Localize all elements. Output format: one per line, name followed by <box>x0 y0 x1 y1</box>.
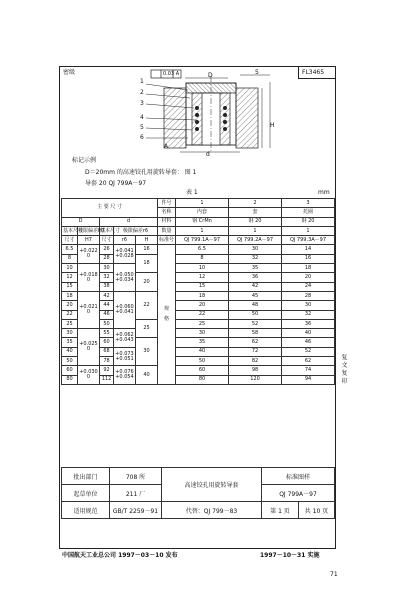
cell-D: 6.5 <box>62 245 78 254</box>
size-header-d: 尺寸 <box>100 236 114 245</box>
cell-d: 30 <box>100 264 114 273</box>
table-row <box>62 264 335 273</box>
part-6: 6 <box>140 134 144 141</box>
table-row <box>62 357 335 366</box>
document-code: FL3465 <box>302 69 325 76</box>
cell-c2: 45 <box>229 291 282 300</box>
cell-d: 32 <box>100 273 114 282</box>
col2-qty: 1 <box>229 226 282 235</box>
cell-d: 78 <box>100 357 114 366</box>
col2-std: QJ 799.2A－97 <box>229 236 282 245</box>
cell-c3: 52 <box>282 347 335 356</box>
cell-D: 80 <box>62 375 78 384</box>
drafting-value: 211 厂 <box>110 485 162 502</box>
main-dims-header: 主 要 尺 寸 <box>62 199 158 218</box>
col3-qty: 1 <box>282 226 335 235</box>
cell-d: 42 <box>100 291 114 300</box>
cell-D: 8 <box>62 254 78 263</box>
cell-D: 15 <box>62 282 78 291</box>
page-value: 第 1 页 <box>262 502 299 519</box>
marking-line2: 导套 20 QJ 799A－97 <box>85 180 147 187</box>
side-note: 复 文 复 印 <box>340 354 347 384</box>
cell-c2: 62 <box>229 338 282 347</box>
cell-d: 50 <box>100 319 114 328</box>
cell-dev-r6: +0.041 +0.028 <box>114 245 136 264</box>
footer-right: 1997－10－31 实施 <box>260 552 320 559</box>
cell-c3: 94 <box>282 375 335 384</box>
table-row <box>62 273 335 282</box>
cell-c1: 6.5 <box>176 245 229 254</box>
cell-c2: 82 <box>229 357 282 366</box>
col2-no: 2 <box>229 199 282 208</box>
cell-c3: 62 <box>282 357 335 366</box>
col1-qty: 1 <box>176 226 229 235</box>
cell-c2: 98 <box>229 366 282 375</box>
cell-D: 10 <box>62 264 78 273</box>
D-header: D <box>62 217 100 226</box>
cell-c3: 14 <box>282 245 335 254</box>
table-row <box>62 301 335 310</box>
cell-D: 35 <box>62 338 78 347</box>
cell-dev-r6: +0.073 +0.051 <box>114 347 136 366</box>
col1-std: QJ 799.1A－97 <box>176 236 229 245</box>
cell-dev-h7: +0.022 0 <box>78 245 100 264</box>
cell-c2: 30 <box>229 245 282 254</box>
cell-c1: 22 <box>176 310 229 319</box>
cell-D: 50 <box>62 357 78 366</box>
cell-dev-h7: +0.030 0 <box>78 366 100 385</box>
cell-c2: 50 <box>229 310 282 319</box>
cell-D: 20 <box>62 301 78 310</box>
cell-c3: 36 <box>282 319 335 328</box>
scope-value: GB/T 2259－91 <box>110 502 162 519</box>
cell-c1: 8 <box>176 254 229 263</box>
part-5: 5 <box>140 124 144 131</box>
cell-c3: 30 <box>282 301 335 310</box>
spec-table <box>61 198 335 385</box>
cell-H: 22 <box>136 291 158 319</box>
cell-c2: 42 <box>229 282 282 291</box>
dim-D: D <box>208 72 213 79</box>
cell-c3: 28 <box>282 291 335 300</box>
cell-c1: 35 <box>176 338 229 347</box>
cell-c2: 52 <box>229 319 282 328</box>
cell-c3: 20 <box>282 273 335 282</box>
col2-name: 套 <box>229 208 282 217</box>
dev-r6-header: 极限偏差r6 <box>114 226 158 235</box>
cell-H: 16 <box>136 245 158 254</box>
col3-no: 3 <box>282 199 335 208</box>
cell-dev-r6: +0.050 +0.034 <box>114 264 136 292</box>
cell-dev-h7: +0.025 0 <box>78 329 100 366</box>
dept-value: 708 所 <box>110 468 162 485</box>
footer-left: 中国航天工业总公司 1997－03－10 发布 <box>62 552 178 559</box>
marking-line1: D＝20mm 的高速铰孔用旋转导套： 图 1 <box>85 169 197 176</box>
cell-H: 18 <box>136 254 158 273</box>
part-1: 1 <box>140 78 144 85</box>
basic-header-d: 基本尺寸 <box>100 226 114 235</box>
cell-d: 55 <box>100 329 114 338</box>
cell-dev-h7: +0.021 0 <box>78 291 100 328</box>
basic-header: 基本尺寸 <box>62 226 78 235</box>
cell-d: 92 <box>100 366 114 375</box>
cell-dev-h7: +0.018 0 <box>78 264 100 292</box>
cell-d: 28 <box>100 254 114 263</box>
size-header: 尺寸 <box>62 236 78 245</box>
table-row <box>62 310 335 319</box>
cell-D: 25 <box>62 319 78 328</box>
cell-D: 12 <box>62 273 78 282</box>
dim-H: H <box>270 122 275 129</box>
title-block <box>61 467 335 519</box>
part-4: 4 <box>140 114 144 121</box>
h7-header: H7 <box>78 236 100 245</box>
unit-label: mm <box>318 189 330 196</box>
cell-c1: 50 <box>176 357 229 366</box>
table-row <box>62 291 335 300</box>
cell-D: 60 <box>62 366 78 375</box>
d-header: d <box>100 217 158 226</box>
cell-d: 26 <box>100 245 114 254</box>
cell-c3: 24 <box>282 282 335 291</box>
spec-label: 规 格 <box>158 245 176 384</box>
doc-title: 高速铰孔用旋转导套 <box>162 468 262 502</box>
table-row <box>62 338 335 347</box>
marking-title: 标记示例 <box>72 157 97 164</box>
table-row <box>62 347 335 356</box>
part-2: 2 <box>140 89 144 96</box>
dept-label: 批出部门 <box>62 468 110 485</box>
col2-material: 钢 20 <box>229 217 282 226</box>
cell-c3: 46 <box>282 338 335 347</box>
cell-c1: 18 <box>176 291 229 300</box>
material-header: 材料 <box>158 217 176 226</box>
cell-c3: 40 <box>282 329 335 338</box>
page-number: 71 <box>330 571 338 578</box>
cell-c2: 32 <box>229 254 282 263</box>
cell-dev-r6: +0.076 +0.054 <box>114 366 136 385</box>
col3-material: 钢 20 <box>282 217 335 226</box>
table-title: 表 1 <box>186 189 198 196</box>
datum-A: A <box>164 143 169 150</box>
cell-c3: 16 <box>282 254 335 263</box>
col3-std: QJ 799.3A－97 <box>282 236 335 245</box>
cell-c1: 20 <box>176 301 229 310</box>
cell-d: 38 <box>100 282 114 291</box>
cell-c1: 40 <box>176 347 229 356</box>
cell-d: 112 <box>100 375 114 384</box>
cell-dev-r6: +0.060 +0.041 <box>114 291 136 328</box>
table-row <box>62 375 335 384</box>
cell-D: 30 <box>62 329 78 338</box>
col3-name: 托圈 <box>282 208 335 217</box>
gdt-value: 0.03 A <box>163 71 180 77</box>
seq-header: 件号 <box>158 199 176 208</box>
col1-name: 内套 <box>176 208 229 217</box>
H-col-header: H <box>136 236 158 245</box>
r6-header: r6 <box>114 236 136 245</box>
std-header: 标准号 <box>158 236 176 245</box>
cell-D: 18 <box>62 291 78 300</box>
spec-label-2: 格 <box>163 316 169 323</box>
col1-material: 钢 CrMn <box>176 217 229 226</box>
table-row <box>62 245 335 254</box>
cell-c1: 12 <box>176 273 229 282</box>
cell-d: 68 <box>100 347 114 356</box>
cell-H: 40 <box>136 366 158 385</box>
cell-c3: 32 <box>282 310 335 319</box>
table-row <box>62 319 335 328</box>
name-header: 名称 <box>158 208 176 217</box>
cell-c2: 48 <box>229 301 282 310</box>
cell-c2: 120 <box>229 375 282 384</box>
cell-c1: 30 <box>176 329 229 338</box>
cell-H: 30 <box>136 338 158 366</box>
qty-header: 数量 <box>158 226 176 235</box>
cell-c2: 35 <box>229 264 282 273</box>
cell-c1: 10 <box>176 264 229 273</box>
cell-c3: 18 <box>282 264 335 273</box>
cell-c3: 74 <box>282 366 335 375</box>
cell-d: 44 <box>100 301 114 310</box>
replace-value: 代替：QJ 799－83 <box>162 502 262 519</box>
cell-d: 46 <box>100 310 114 319</box>
classification-label: 密级 <box>63 69 76 76</box>
cell-H: 20 <box>136 273 158 292</box>
dev-header: 极限偏差H7 <box>78 226 100 235</box>
table-row <box>62 254 335 263</box>
cell-c2: 72 <box>229 347 282 356</box>
std-value: QJ 799A－97 <box>262 485 335 502</box>
cell-c1: 15 <box>176 282 229 291</box>
std-label: 标准图样 <box>262 468 335 485</box>
cell-d: 60 <box>100 338 114 347</box>
scope-label: 适用规范 <box>62 502 110 519</box>
dim-d: d <box>206 151 210 158</box>
cell-H: 25 <box>136 319 158 338</box>
cell-D: 40 <box>62 347 78 356</box>
bushing-drawing <box>100 68 280 156</box>
dim-5: 5 <box>255 69 259 76</box>
drafting-label: 起草单位 <box>62 485 110 502</box>
table-row <box>62 366 335 375</box>
cell-c2: 58 <box>229 329 282 338</box>
cell-D: 22 <box>62 310 78 319</box>
cell-c2: 36 <box>229 273 282 282</box>
cell-c1: 80 <box>176 375 229 384</box>
table-row <box>62 329 335 338</box>
cell-dev-r6: +0.062 +0.043 <box>114 329 136 348</box>
table-row <box>62 282 335 291</box>
total-value: 共 10 页 <box>299 502 335 519</box>
cell-c1: 60 <box>176 366 229 375</box>
cell-c1: 25 <box>176 319 229 328</box>
col1-no: 1 <box>176 199 229 208</box>
part-3: 3 <box>140 100 144 107</box>
